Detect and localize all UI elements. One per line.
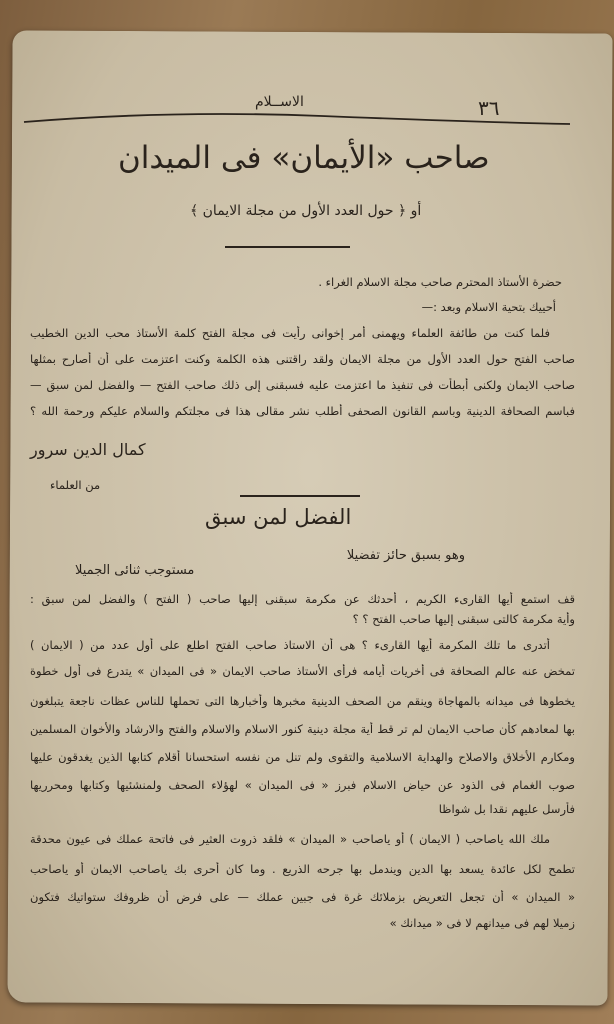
paragraph-line: ومكارم الأخلاق والاصلاح والهداية الاسلامية والتقوى ولم تنل من نفسه استحسانا أقلام كتابها الذين يغدقون عليها bbox=[30, 750, 575, 764]
greeting: أحييك بتحية الاسلام وبعد :— bbox=[421, 300, 556, 314]
paragraph-line: أتدرى ما تلك المكرمة أيها القارىء ؟ هى أن الاستاذ صاحب الفتح اطلع على أول عدد من ( الايمان ) bbox=[30, 638, 550, 652]
running-title: الاســلام bbox=[255, 94, 304, 110]
verse-line-1: وهو بسبق حائز تفضيلا bbox=[346, 548, 465, 563]
paragraph-line: قف استمع أيها القارىء الكريم ، أحدثك عن مكرمة سبقنى إليها صاحب ( الفتح ) والفضل لمن سبق : bbox=[30, 592, 575, 606]
section-title: الفضل لمن سبق bbox=[205, 505, 352, 529]
paragraph-line: صاحب الفتح حول العدد الأول من مجلة الايمان ولقد راقتنى هذه الكلمة وكنت اعتزمت على أن أصارح بمثلها bbox=[30, 352, 575, 366]
paragraph-line: « الميدان » أن تجعل التعريض بزملائك غرة فى جبين عملك — على فرض أن ظروفك ستواتيك فتكون bbox=[30, 890, 575, 904]
paragraph-line: تمخض عنه عالم الصحافة فى أخريات أيامه فرأى الأستاذ صاحب الايمان « فى الميدان » يتدرع فى أول خطوة bbox=[30, 664, 575, 678]
signature: كمال الدين سرور bbox=[30, 440, 146, 459]
paragraph-line: زميلا لهم فى ميدانهم لا فى « ميدانك » bbox=[389, 916, 575, 930]
paragraph-line: وأية مكرمة كالتى سبقنى إليها صاحب الفتح ؟ ؟ bbox=[352, 612, 575, 626]
divider bbox=[225, 246, 350, 248]
paragraph-line: يخطوها فى ميدانه بالمهاجاة وينقم من الصحف الدينية مخبرها وأخبارها التى تحملها للناس عظات ناجعة يتبلغون bbox=[30, 694, 575, 708]
article-title: صاحب «الأيمان» فى الميدان bbox=[118, 140, 490, 176]
paragraph-line: ملك الله ياصاحب ( الايمان ) أو ياصاحب « الميدان » فلقد ذروت العثير فى فاتحة عملك فى عيون محدقة bbox=[30, 832, 550, 846]
verse-line-2: مستوجب ثنائى الجميلا bbox=[75, 563, 195, 578]
paragraph-line: صوب الغمام فى الذود عن حياض الاسلام فبرز « فى الميدان » لهؤلاء الصحف ولمنشئيها وكتابها ومحرريها bbox=[30, 778, 575, 792]
paragraph-line: صاحب الايمان ولكنى أبطأت فى تنفيذ ما اعتزمت عليه فسبقنى إلى ذلك صاحب الفتح — والفضل لمن سبق — bbox=[30, 378, 575, 392]
paragraph-line: فأرسل عليهم نقدا بل شواظا bbox=[438, 802, 575, 816]
page-number: ٣٦ bbox=[478, 96, 500, 120]
salutation: حضرة الأستاذ المحترم صاحب مجلة الاسلام الغراء . bbox=[318, 275, 562, 289]
paragraph-line: فباسم الصحافة الدينية وباسم القانون الصحفى أطلب نشر مقالى هذا فى مجلتكم والسلام عليكم ورحمة الله ؟ bbox=[30, 404, 575, 418]
signature-title: من العلماء bbox=[50, 478, 101, 492]
paragraph-line: فلما كنت من طائفة العلماء ويهمنى أمر إخوانى رأيت فى مجلة الفتح كلمة الأستاذ محب الدين الخطيب bbox=[30, 326, 550, 340]
article-subtitle: أو ﴿ حول العدد الأول من مجلة الايمان ﴾ bbox=[190, 203, 422, 219]
divider bbox=[240, 495, 360, 497]
paragraph-line: تطمح لكل عائدة يسعد بها الدين ويندمل بها جرحه الذريع . وما كان أحرى بك ياصاحب الايمان أو ياصاحب bbox=[30, 862, 575, 876]
header-rule bbox=[22, 108, 572, 128]
paragraph-line: بها لمعادهم كأن صاحب الايمان لم تر قط أية مجلة دينية كنور الاسلام والاسلام والفتح والارشاد والأخوان المسلمين bbox=[30, 722, 575, 736]
